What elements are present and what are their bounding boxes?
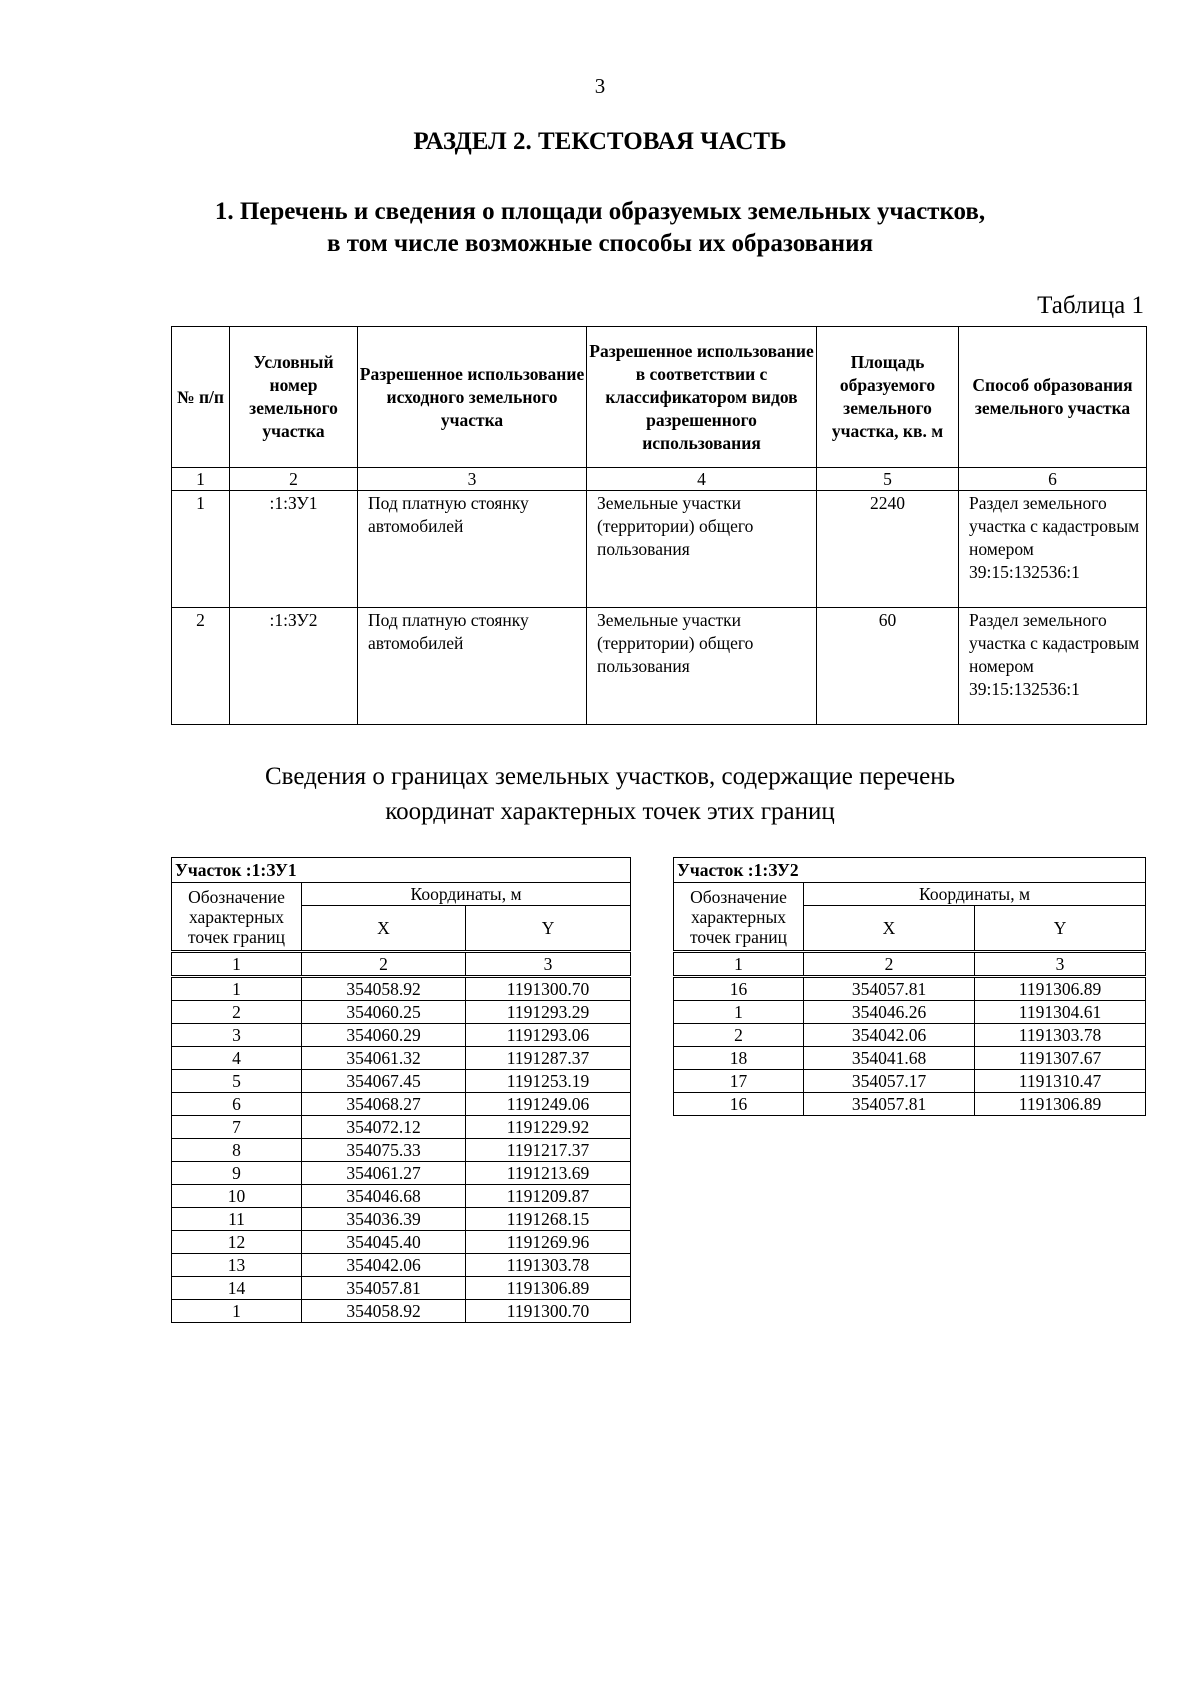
point-id: 16: [674, 977, 804, 1001]
x-value: 354041.68: [804, 1047, 975, 1070]
y-value: 1191303.78: [466, 1254, 631, 1277]
row-num: 1: [172, 491, 230, 608]
row-source-use: Под платную стоянку автомобилей: [358, 491, 587, 608]
y-header: Y: [975, 906, 1146, 952]
coords-title-line-1: Сведения о границах земельных участков, содержащие перечень: [264, 763, 955, 790]
table-caption: Таблица 1: [1037, 292, 1144, 319]
column-numbers-row: [172, 952, 631, 977]
column-number: 1: [172, 952, 302, 977]
column-number: 2: [302, 952, 466, 977]
plot-label-row: [172, 858, 631, 883]
plot-label: Участок :1:ЗУ2: [674, 858, 1146, 883]
point-id: 14: [172, 1277, 302, 1300]
table-row: [172, 608, 1147, 725]
column-number: 5: [817, 468, 959, 491]
point-id: 18: [674, 1047, 804, 1070]
column-number: 2: [230, 468, 358, 491]
header-source-use: Разрешенное использование исходного земельного участка: [358, 327, 587, 468]
y-value: 1191303.78: [975, 1024, 1146, 1047]
x-value: 354042.06: [804, 1024, 975, 1047]
y-value: 1191310.47: [975, 1070, 1146, 1093]
x-value: 354058.92: [302, 1300, 466, 1323]
coords-title: [210, 759, 1010, 829]
point-id: 12: [172, 1231, 302, 1254]
point-id: 17: [674, 1070, 804, 1093]
row-area: 60: [817, 608, 959, 725]
table-row: [172, 1139, 631, 1162]
column-number: 6: [959, 468, 1147, 491]
x-value: 354042.06: [302, 1254, 466, 1277]
point-header: Обозначение характерных точек границ: [674, 883, 804, 952]
column-numbers-row: [674, 952, 1146, 977]
table-row: [674, 1024, 1146, 1047]
table-header-row: [172, 327, 1147, 468]
coords-title-line-2: координат характерных точек этих границ: [385, 798, 835, 825]
point-id: 3: [172, 1024, 302, 1047]
header-classified-use: Разрешенное использование в соответствии с классификатором видов разрешенного использования: [587, 327, 817, 468]
y-value: 1191293.29: [466, 1001, 631, 1024]
table-row: [172, 1070, 631, 1093]
row-num: 2: [172, 608, 230, 725]
table-row: [172, 1024, 631, 1047]
point-id: 16: [674, 1093, 804, 1116]
table-row: [172, 1254, 631, 1277]
table-row: [172, 1185, 631, 1208]
y-value: 1191307.67: [975, 1047, 1146, 1070]
heading-line-1: 1. Перечень и сведения о площади образуемых земельных участков,: [214, 198, 986, 225]
column-number: 1: [674, 952, 804, 977]
x-header: X: [804, 906, 975, 952]
point-id: 7: [172, 1116, 302, 1139]
row-source-use: Под платную стоянку автомобилей: [358, 608, 587, 725]
point-id: 1: [172, 977, 302, 1001]
column-number: 3: [358, 468, 587, 491]
table-row: [674, 977, 1146, 1001]
y-value: 1191217.37: [466, 1139, 631, 1162]
point-header: Обозначение характерных точек границ: [172, 883, 302, 952]
heading-line-2: в том числе возможные способы их образования: [326, 230, 873, 257]
x-value: 354061.27: [302, 1162, 466, 1185]
x-value: 354046.26: [804, 1001, 975, 1024]
y-value: 1191249.06: [466, 1093, 631, 1116]
y-value: 1191293.06: [466, 1024, 631, 1047]
table-row: [172, 977, 631, 1001]
point-id: 2: [172, 1001, 302, 1024]
point-id: 1: [674, 1001, 804, 1024]
y-value: 1191268.15: [466, 1208, 631, 1231]
x-value: 354057.81: [804, 1093, 975, 1116]
y-value: 1191269.96: [466, 1231, 631, 1254]
plot-label-row: [674, 858, 1146, 883]
x-value: 354057.81: [302, 1277, 466, 1300]
y-value: 1191300.70: [466, 1300, 631, 1323]
x-value: 354057.17: [804, 1070, 975, 1093]
y-value: 1191209.87: [466, 1185, 631, 1208]
y-value: 1191306.89: [975, 1093, 1146, 1116]
y-value: 1191229.92: [466, 1116, 631, 1139]
row-method: Раздел земельного участка с кадастровым номером 39:15:132536:1: [959, 608, 1147, 725]
table-row: [172, 1162, 631, 1185]
section-title: РАЗДЕЛ 2. ТЕКСТОВАЯ ЧАСТЬ: [413, 128, 787, 155]
header-method: Способ образования земельного участка: [959, 327, 1147, 468]
coords-header: Координаты, м: [804, 883, 1146, 906]
header-num: № п/п: [172, 327, 230, 468]
row-plot: :1:ЗУ1: [230, 491, 358, 608]
x-value: 354058.92: [302, 977, 466, 1001]
y-value: 1191306.89: [466, 1277, 631, 1300]
plots-table: [171, 326, 1147, 725]
table-row: [674, 1001, 1146, 1024]
point-id: 8: [172, 1139, 302, 1162]
point-id: 9: [172, 1162, 302, 1185]
point-id: 6: [172, 1093, 302, 1116]
column-number: 3: [975, 952, 1146, 977]
x-value: 354046.68: [302, 1185, 466, 1208]
coords-header-row: [172, 883, 631, 906]
table-row: [172, 1093, 631, 1116]
table-row: [172, 1208, 631, 1231]
x-value: 354067.45: [302, 1070, 466, 1093]
page-number: 3: [594, 74, 606, 98]
table-row: [172, 1231, 631, 1254]
x-value: 354036.39: [302, 1208, 466, 1231]
column-number: 1: [172, 468, 230, 491]
y-value: 1191304.61: [975, 1001, 1146, 1024]
table-row: [172, 1116, 631, 1139]
x-value: 354057.81: [804, 977, 975, 1001]
y-value: 1191213.69: [466, 1162, 631, 1185]
y-value: 1191306.89: [975, 977, 1146, 1001]
x-value: 354061.32: [302, 1047, 466, 1070]
column-number: 3: [466, 952, 631, 977]
column-number: 2: [804, 952, 975, 977]
row-method: Раздел земельного участка с кадастровым номером 39:15:132536:1: [959, 491, 1147, 608]
plot-label: Участок :1:ЗУ1: [172, 858, 631, 883]
table-row: [674, 1093, 1146, 1116]
x-value: 354068.27: [302, 1093, 466, 1116]
table-row: [172, 1047, 631, 1070]
coords-table-zu2: [673, 857, 1146, 1116]
column-numbers-row: [172, 468, 1147, 491]
point-id: 4: [172, 1047, 302, 1070]
point-id: 1: [172, 1300, 302, 1323]
x-value: 354060.29: [302, 1024, 466, 1047]
coords-header: Координаты, м: [302, 883, 631, 906]
row-plot: :1:ЗУ2: [230, 608, 358, 725]
y-value: 1191300.70: [466, 977, 631, 1001]
point-id: 2: [674, 1024, 804, 1047]
y-value: 1191253.19: [466, 1070, 631, 1093]
table-row: [674, 1047, 1146, 1070]
point-id: 10: [172, 1185, 302, 1208]
point-id: 5: [172, 1070, 302, 1093]
y-value: 1191287.37: [466, 1047, 631, 1070]
point-id: 13: [172, 1254, 302, 1277]
column-number: 4: [587, 468, 817, 491]
table-row: [172, 1277, 631, 1300]
x-value: 354060.25: [302, 1001, 466, 1024]
row-classified-use: Земельные участки (территории) общего пользования: [587, 491, 817, 608]
x-value: 354072.12: [302, 1116, 466, 1139]
table-row: [674, 1070, 1146, 1093]
y-header: Y: [466, 906, 631, 952]
row-area: 2240: [817, 491, 959, 608]
table-row: [172, 1300, 631, 1323]
x-header: X: [302, 906, 466, 952]
heading-list-of-plots: [100, 196, 1100, 260]
header-plot-number: Условный номер земельного участка: [230, 327, 358, 468]
table-row: [172, 491, 1147, 608]
x-value: 354075.33: [302, 1139, 466, 1162]
point-id: 11: [172, 1208, 302, 1231]
coords-table-zu1: [171, 857, 631, 1323]
x-value: 354045.40: [302, 1231, 466, 1254]
row-classified-use: Земельные участки (территории) общего пользования: [587, 608, 817, 725]
coords-header-row: [674, 883, 1146, 906]
header-area: Площадь образуемого земельного участка, кв. м: [817, 327, 959, 468]
table-row: [172, 1001, 631, 1024]
